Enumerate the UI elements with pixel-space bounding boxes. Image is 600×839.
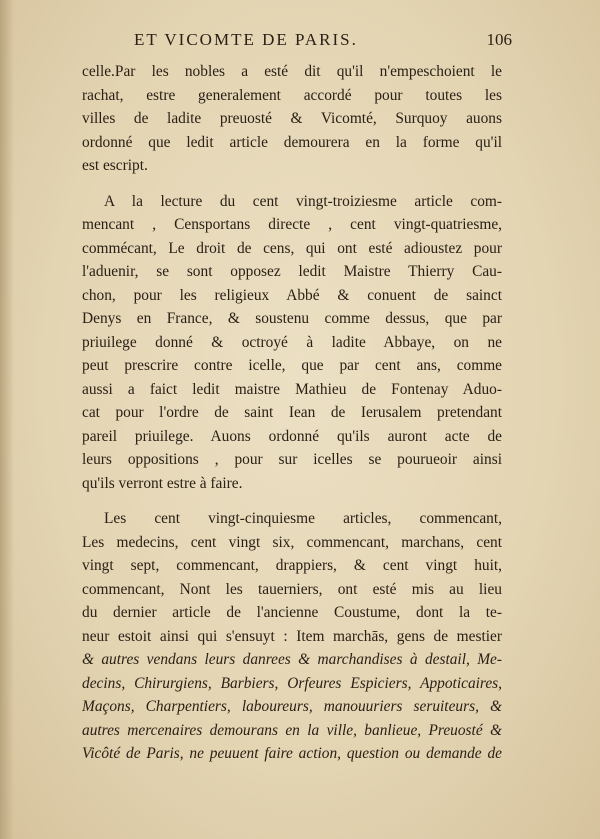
text-line: Denys en France, & soustenu comme dessus, que par: [82, 310, 502, 327]
text-line: l'aduenir, se sont opposez ledit Maistre Thierry Cau-: [82, 263, 502, 280]
text-line: chon, pour les religieux Abbé & conuent de sainct: [82, 286, 502, 304]
text-line: commécant, Le droit de cens, qui ont esté adioustez pour: [82, 239, 502, 257]
text-line: leurs oppositions , pour sur icelles se pourueoir ainsi: [82, 451, 502, 468]
text-line: rachat, estre generalement accordé pour toutes les: [82, 86, 502, 104]
running-head: ET VICOMTE DE PARIS.: [134, 30, 358, 49]
text-line: vingt sept, commencant, drappiers, & cent vingt huit,: [82, 557, 502, 574]
text-line: decins, Chirurgiens, Barbiers, Orfeures Espiciers, Appoticaires,: [82, 674, 502, 692]
body-text: [82, 60, 502, 766]
text-line: Vicôté de Paris, ne peuuent faire action, question ou demande de: [82, 745, 502, 762]
text-line: cat pour l'ordre de saint Iean de Ierusalem pretendant: [82, 404, 502, 421]
text-line: A la lecture du cent vingt-troiziesme article com-: [104, 192, 502, 210]
text-line: autres mercenaires demourans en la ville, banlieue, Preuosté &: [82, 721, 502, 739]
text-line: qu'ils verront estre à faire.: [82, 474, 243, 492]
text-line: neur estoit ainsi qui s'ensuyt : Item marchās, gens de mestier: [82, 627, 502, 645]
text-line: & autres vendans leurs danrees & marchandises à destail, Me-: [82, 651, 502, 668]
text-line: peut prescrire contre icelle, que par cent ans, comme: [82, 357, 502, 374]
text-line: Les medecins, cent vingt six, commencant, marchans, cent: [82, 533, 502, 551]
text-line: du dernier article de l'ancienne Coustume, dont la te-: [82, 604, 502, 621]
text-line: celle.Par les nobles a esté dit qu'il n'empeschoient le: [82, 63, 502, 80]
text-line: aussi a faict ledit maistre Mathieu de Fontenay Aduo-: [82, 380, 502, 398]
text-line: est escript.: [82, 157, 148, 174]
text-line: mencant , Censportans directe , cent vingt-quatriesme,: [82, 216, 502, 233]
text-line: pareil priuilege. Auons ordonné qu'ils auront acte de: [82, 427, 502, 445]
text-line: ordonné que ledit article demourera en la forme qu'il: [82, 133, 502, 151]
text-line: commencant, Nont les tauerniers, ont esté mis au lieu: [82, 580, 502, 598]
text-line: Maçons, Charpentiers, laboureurs, manouuriers seruiteurs, &: [82, 698, 502, 715]
page-header: [110, 30, 510, 52]
text-line: priuilege donné & octroyé à ladite Abbaye, on ne: [82, 333, 502, 351]
page-gutter-shadow: [0, 0, 14, 839]
page-number: 106: [486, 30, 512, 49]
text-line: Les cent vingt-cinquiesme articles, commencant,: [104, 510, 502, 527]
text-line: villes de ladite preuosté & Vicomté, Surquoy auons: [82, 110, 502, 127]
